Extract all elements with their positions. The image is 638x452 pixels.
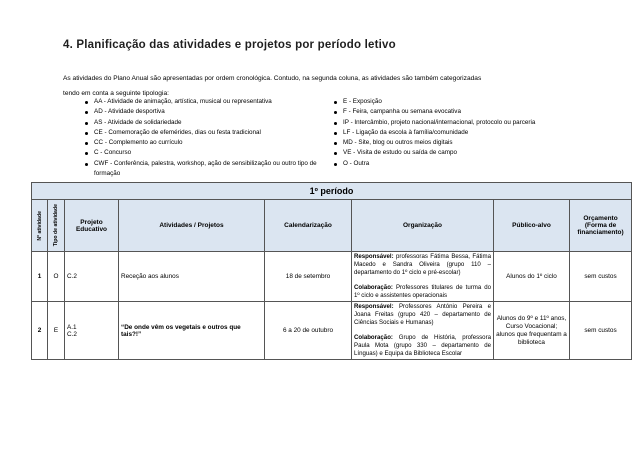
typology-item-text: E - Exposição — [343, 98, 382, 105]
collab-label: Colaboração: — [354, 333, 393, 341]
cell-budget: sem custos — [570, 252, 632, 302]
col-header-organization: Organização — [352, 200, 494, 252]
cell-activity: “De onde vêm os vegetais e outros que tais?!” — [119, 302, 265, 360]
typology-item-text: AS - Atividade de solidariedade — [94, 118, 182, 126]
cell-audience: Alunos do 9º e 11º anos, Curso Vocacional; alunos que frequentam a biblioteca — [494, 302, 570, 360]
cell-audience: Alunos do 1º ciclo — [494, 252, 570, 302]
typology-item-text: F - Feira, campanha ou semana evocativa — [343, 108, 461, 116]
typology-item-text: C - Concurso — [94, 149, 132, 157]
col-header-budget: Orçamento (Forma de financiamento) — [570, 200, 632, 252]
cell-type: E — [48, 302, 65, 360]
typology-item-text: AD - Atividade desportiva — [94, 108, 165, 116]
cell-num: 1 — [32, 252, 48, 302]
cell-activity: Receção aos alunos — [119, 252, 265, 302]
typology-item-text: O - Outra — [343, 159, 370, 167]
typology-item — [85, 97, 325, 107]
typology-item — [334, 138, 594, 148]
section-title: 4. Planificação das atividades e projetos por período letivo — [63, 39, 396, 51]
cell-schedule: 6 a 20 de outubro — [265, 302, 352, 360]
collab-text: Professores titulares de turma do 1º ciclo e assistentes operacionais — [354, 283, 491, 299]
cell-num: 2 — [32, 302, 48, 360]
col-header-num — [32, 200, 48, 252]
typology-item — [85, 138, 325, 148]
collab-label: Colaboração: — [354, 283, 393, 291]
activities-table — [31, 182, 632, 360]
cell-organization — [352, 252, 494, 302]
intro-line-2: tendo em conta a seguinte tipologia: — [63, 90, 169, 97]
resp-label: Responsável: — [354, 303, 394, 311]
col-header-type — [48, 200, 65, 252]
typology-item — [85, 118, 325, 128]
typology-item-text: MD - Site, blog ou outros meios digitais — [343, 139, 453, 147]
intro-line-1: As atividades do Plano Anual são apresentadas por ordem cronológica. Contudo, na segunda coluna, as atividades são também categorizadas — [63, 75, 482, 82]
typology-item-text: CC - Complemento ao currículo — [94, 139, 183, 147]
typology-item — [334, 97, 594, 107]
typology-list-right — [334, 97, 594, 169]
collab-text: Grupo de História, professora Paula Mota (grupo 330 – departamento de Línguas) e Equipa da Biblioteca Escolar — [354, 333, 491, 358]
typology-item — [334, 107, 594, 117]
typology-item-text: LF - Ligação da escola à família/comunidade — [343, 128, 469, 136]
cell-budget: sem custos — [570, 302, 632, 360]
col-header-schedule: Calendarização — [265, 200, 352, 252]
typology-item — [334, 148, 594, 158]
typology-item — [85, 107, 325, 117]
cell-project: C.2 — [65, 252, 119, 302]
table-row — [32, 252, 632, 302]
typology-item — [334, 128, 594, 138]
typology-item-text: CWF - Conferência, palestra, workshop, ação de sensibilização ou outro tipo de formação — [94, 159, 317, 178]
typology-item — [85, 159, 325, 180]
resp-text: Professores António Pereira e Joana Freitas (grupo 420 – departamento de Ciências Sociais e Humanas) — [354, 303, 491, 327]
typology-list-left — [85, 97, 325, 179]
typology-item — [85, 128, 325, 138]
typology-item-text: CE - Comemoração de efemérides, dias ou festa tradicional — [94, 128, 261, 136]
cell-type: O — [48, 252, 65, 302]
typology-item-text: IP - Intercâmbio, projeto nacional/internacional, protocolo ou parceria — [343, 118, 536, 126]
period-header: 1º período — [32, 183, 632, 200]
col-header-activities: Atividades / Projetos — [119, 200, 265, 252]
col-header-type-text: Tipo de atividade — [53, 204, 59, 247]
table-row — [32, 302, 632, 360]
col-header-audience: Público-alvo — [494, 200, 570, 252]
resp-label: Responsável: — [354, 253, 394, 260]
typology-item — [334, 118, 594, 128]
typology-item — [334, 159, 594, 169]
typology-item-text: VE - Visita de estudo ou saída de campo — [343, 149, 457, 157]
typology-item-text: AA - Atividade de animação, artística, musical ou representativa — [94, 98, 272, 105]
resp-text: professoras Fátima Bessa, Fátima Macedo e Sandra Oliveira (grupo 110 – departamento do 1º ciclo e pré-escolar) — [354, 253, 491, 277]
col-header-project: Projeto Educativo — [65, 200, 119, 252]
cell-organization — [352, 302, 494, 360]
cell-project: A.1 C.2 — [65, 302, 119, 360]
col-header-num-text: Nº atividade — [36, 210, 43, 241]
typology-item — [85, 148, 325, 158]
cell-schedule: 18 de setembro — [265, 252, 352, 302]
